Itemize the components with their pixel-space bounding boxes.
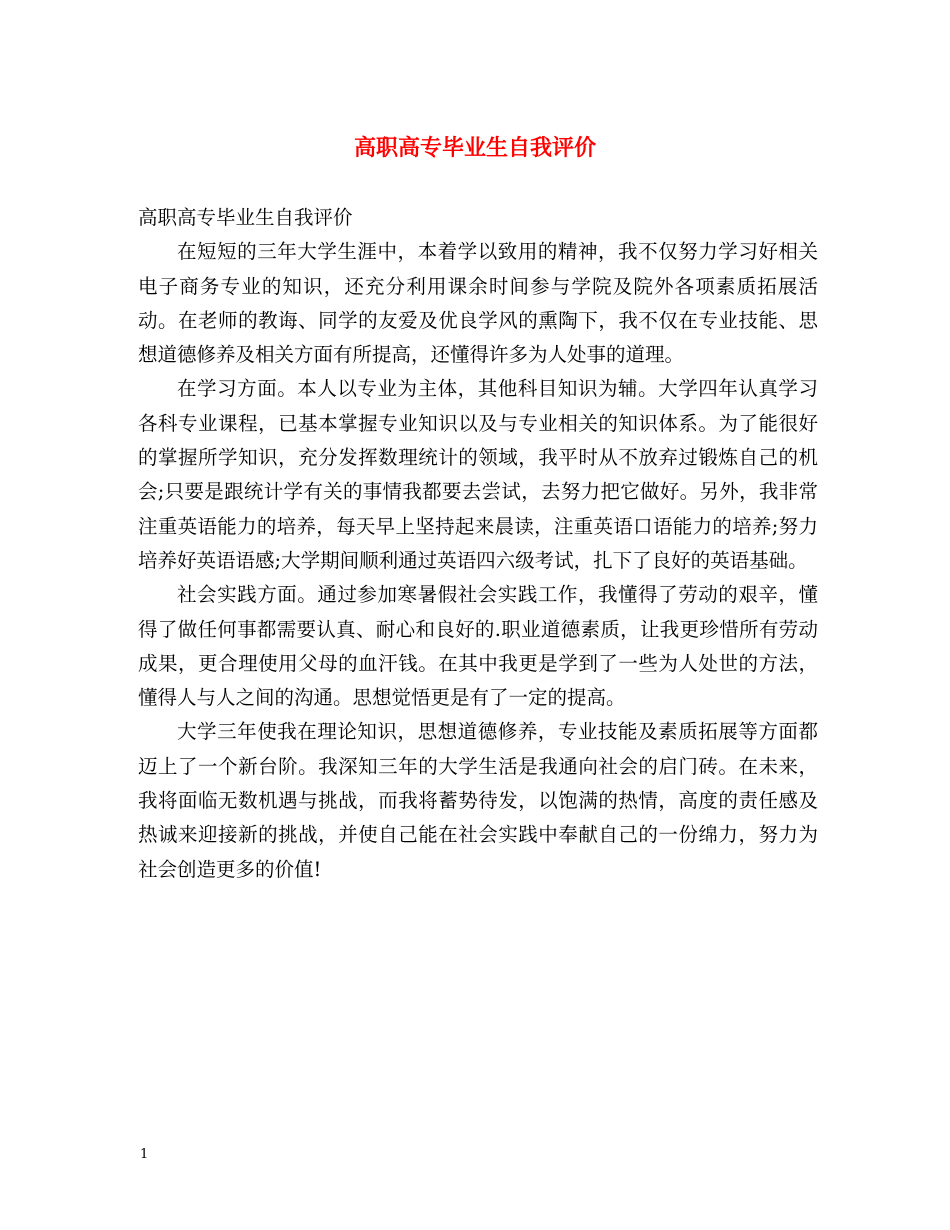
page-number: 1 — [140, 1147, 149, 1162]
paragraph-study: 在学习方面。本人以专业为主体，其他科目知识为辅。大学四年认真学习各科专业课程，已基本掌握专业知识以及与专业相关的知识体系。为了能很好的掌握所学知识，充分发挥数理统计的领域，我平时从不放弃过锻炼自己的机会;只要是跟统计学有关的事情我都要去尝试，去努力把它做好。另外，我非常注重英语能力的培养，每天早上坚持起来晨读，注重英语口语能力的培养;努力培养好英语语感;大学期间顺利通过英语四六级考试，扎下了良好的英语基础。 — [138, 377, 818, 572]
document-body — [138, 201, 818, 887]
paragraph-conclusion: 大学三年使我在理论知识，思想道德修养，专业技能及素质拓展等方面都迈上了一个新台阶。我深知三年的大学生活是我通向社会的启门砖。在未来，我将面临无数机遇与挑战，而我将蓄势待发，以饱满的热情，高度的责任感及热诚来迎接新的挑战，并使自己能在社会实践中奉献自己的一份绵力，努力为社会创造更多的价值! — [138, 720, 818, 881]
document-title: 高职高专毕业生自我评价 — [353, 135, 596, 161]
paragraph-intro: 在短短的三年大学生涯中，本着学以致用的精神，我不仅努力学习好相关电子商务专业的知识，还充分利用课余时间参与学院及院外各项素质拓展活动。在老师的教诲、同学的友爱及优良学风的熏陶下，我不仅在专业技能、思想道德修养及相关方面有所提高，还懂得许多为人处事的道理。 — [138, 240, 818, 367]
paragraph-social-practice: 社会实践方面。通过参加寒暑假社会实践工作，我懂得了劳动的艰辛，懂得了做任何事都需要认真、耐心和良好的.职业道德素质，让我更珍惜所有劳动成果，更合理使用父母的血汗钱。在其中我更是学到了一些为人处世的方法，懂得人与人之间的沟通。思想觉悟更是有了一定的提高。 — [138, 583, 818, 710]
document-subtitle: 高职高专毕业生自我评价 — [138, 206, 353, 229]
